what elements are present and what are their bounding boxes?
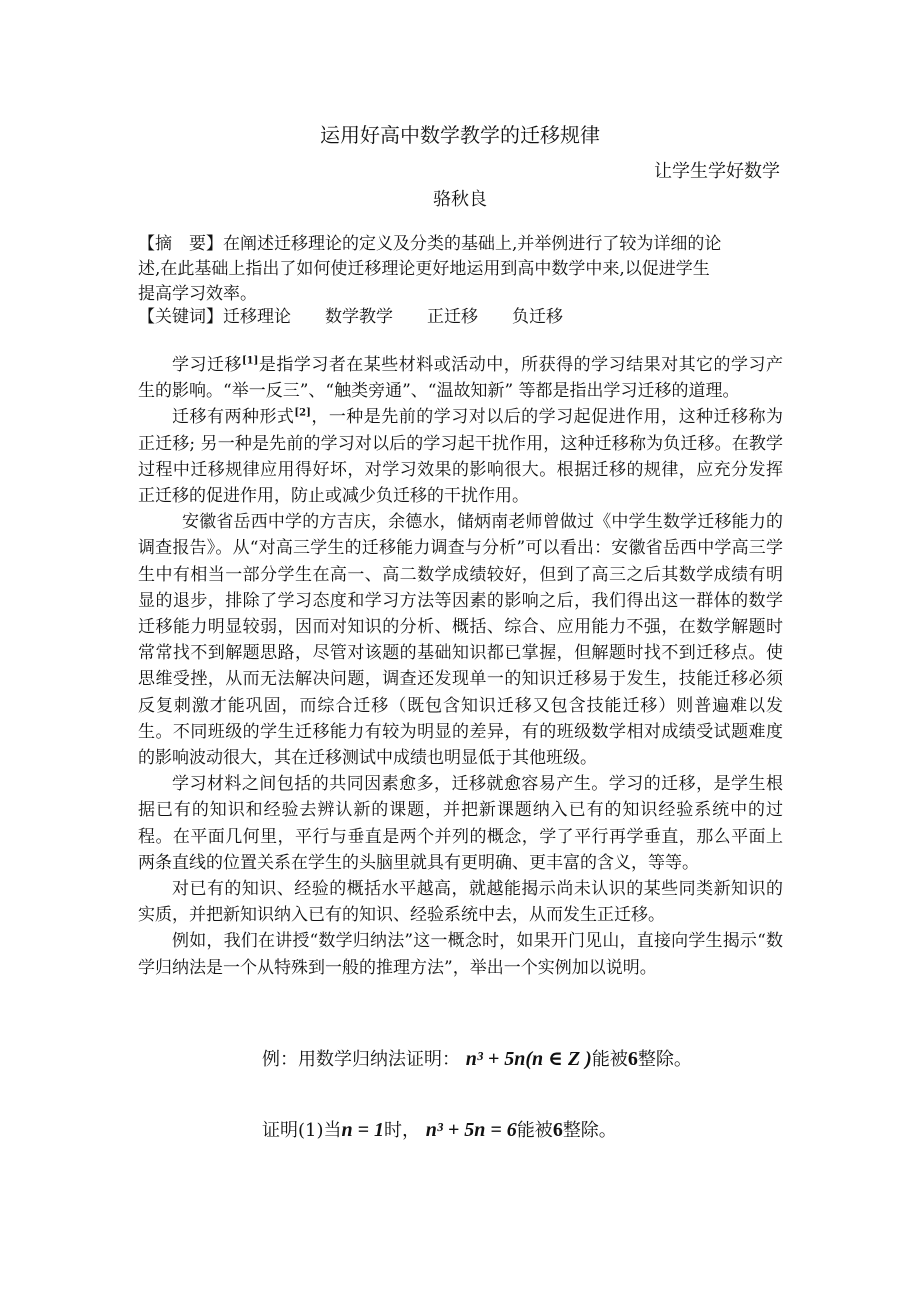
paragraph-1 xyxy=(138,352,783,404)
abstract-line-3: 提高学习效率。 xyxy=(138,284,257,304)
keyword-item: 数学教学 xyxy=(325,307,393,327)
abstract-text-1: 在阐述迁移理论的定义及分类的基础上,并举例进行了较为详细的论 xyxy=(223,234,722,254)
proof-prefix: 证明(1)当 xyxy=(262,1120,342,1141)
keywords-label: 【关键词】 xyxy=(138,307,223,327)
paragraph-6: 例如，我们在讲授“数学归纳法”这一概念时，如果开门见山，直接向学生揭示“数学归纳法是一个从特殊到一般的推理方法”，举出一个实例加以说明。 xyxy=(138,931,783,978)
proof-divisor: 6 xyxy=(552,1119,563,1141)
abstract-line-2: 述,在此基础上指出了如何使迁移理论更好地运用到高中数学中来,以促进学生 xyxy=(138,259,710,279)
keyword-item: 正迁移 xyxy=(427,307,478,327)
example-suffix: 整除。 xyxy=(637,1049,692,1070)
document-subtitle: 让学生学好数学 xyxy=(654,161,780,182)
paragraph-2-text-b: ，一种是先前的学习对以后的学习起促进作用，这种迁移称为正迁移; 另一种是先前的学习对以后的学习起干扰作用，这种迁移称为负迁移。在教学过程中迁移规律应用得好坏，对学习效果的影响很大。根据迁移的规律，应充分发挥正迁移的促进作用，防止或减少负迁移的干扰作用。 xyxy=(138,407,784,507)
paragraph-4: 学习材料之间包括的共同因素愈多，迁移就愈容易产生。学习的迁移，是学生根据已有的知识和经验去辨认新的课题，并把新课题纳入已有的知识经验系统中的过程。在平面几何里，平行与垂直是两个并列的概念，学了平行再学垂直，那么平面上两条直线的位置关系在学生的头脑里就具有更明确、更丰富的含义，等等。 xyxy=(138,774,783,873)
body-text xyxy=(138,352,783,981)
proof-suffix: 整除。 xyxy=(562,1120,617,1141)
paragraph-1-text-a: 学习迁移 xyxy=(172,355,242,375)
example-statement xyxy=(262,1046,692,1073)
citation-2: [2] xyxy=(294,407,311,419)
example-prefix: 例：用数学归纳法证明： xyxy=(262,1049,460,1070)
keyword-item: 负迁移 xyxy=(512,307,563,327)
proof-step-1 xyxy=(262,1117,617,1144)
paragraph-2-text-a: 迁移有两种形式 xyxy=(172,407,295,428)
keyword-item: 迁移理论 xyxy=(223,307,291,327)
proof-condition: n = 1 xyxy=(341,1119,385,1141)
paragraph-1-text-b: 是指学习者在某些材料或活动中，所获得的学习结果对其它的学习产生的影响。“举一反三”、“触类旁通”、“温故知新” 等都是指出学习迁移的道理。 xyxy=(138,355,784,402)
abstract-label: 【摘 要】 xyxy=(138,234,223,254)
citation-1: [1] xyxy=(241,355,259,367)
example-middle: 能被 xyxy=(591,1049,628,1070)
example-formula: n³ + 5n(n ∈ Z ) xyxy=(465,1048,592,1070)
example-divisor: 6 xyxy=(627,1048,638,1070)
author-name: 骆秋良 xyxy=(433,189,487,210)
abstract-line-1 xyxy=(138,232,783,257)
proof-mid: 时， xyxy=(384,1120,421,1141)
proof-middle: 能被 xyxy=(516,1120,553,1141)
keywords-section xyxy=(138,305,783,330)
paragraph-3: 安徽省岳西中学的方吉庆，余德水，储炳南老师曾做过《中学生数学迁移能力的调查报告》。从“对高三学生的迁移能力调查与分析”可以看出：安徽省岳西中学高三学生中有相当一部分学生在高一、高二数学成绩较好，但到了高三之后其数学成绩有明显的退步，排除了学习态度和学习方法等因素的影响之后，我们得出这一群体的数学迁移能力明显较弱，因而对知识的分析、概括、综合、应用能力不强，在数学解题时常常找不到解题思路，尽管对该题的基础知识都已掌握，但解题时找不到迁移点。使思维受挫，从而无法解决问题，调查还发现单一的知识迁移易于发生，技能迁移必须反复刺激才能巩固，而综合迁移（既包含知识迁移又包含技能迁移）则普遍难以发生。不同班级的学生迁移能力有较为明显的差异，有的班级数学相对成绩受试题难度的影响波动很大，其在迁移测试中成绩也明显低于其他班级。 xyxy=(138,512,783,769)
paragraph-2 xyxy=(138,404,783,509)
document-title: 运用好高中数学教学的迁移规律 xyxy=(320,123,600,147)
paragraph-5: 对已有的知识、经验的概括水平越高，就越能揭示尚未认识的某些同类新知识的实质，并把新知识纳入已有的知识、经验系统中去，从而发生正迁移。 xyxy=(138,879,783,926)
abstract-section xyxy=(138,232,783,307)
proof-formula: n³ + 5n = 6 xyxy=(425,1119,517,1141)
